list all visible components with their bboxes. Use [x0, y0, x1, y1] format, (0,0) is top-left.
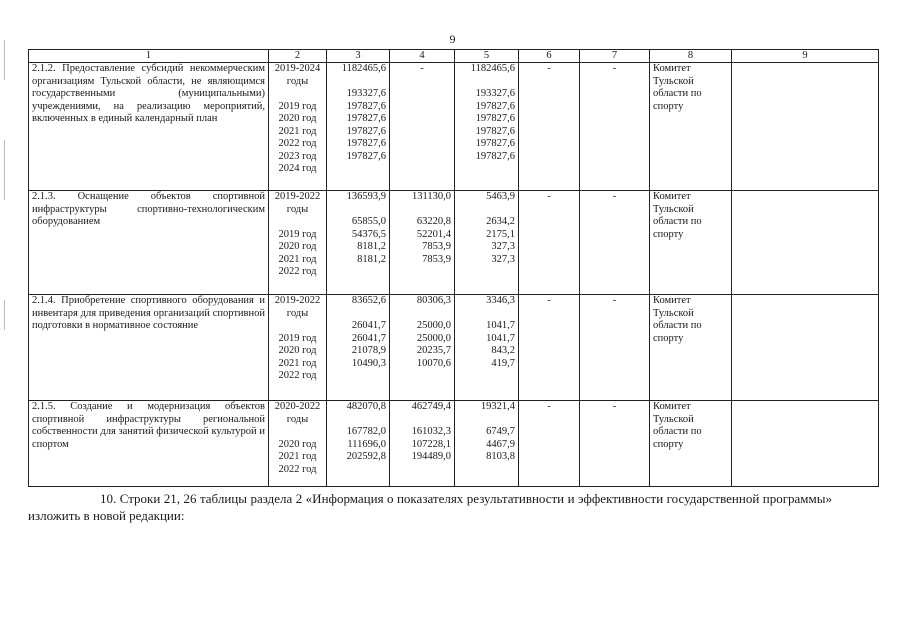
regional-amount-year: 197827,6 [475, 125, 515, 137]
page-number: 9 [449, 32, 456, 46]
total-amount-year: 193327,6 [346, 88, 386, 99]
year-label: 2020 год [278, 345, 317, 356]
col9-empty [732, 63, 879, 191]
regional-amount-year: 1041,7 [486, 320, 515, 331]
regional-amount-cell [455, 191, 519, 295]
col7-value: - [580, 191, 650, 295]
year-label: 2021 год [278, 451, 317, 462]
measure-description: 2.1.2. Предоставление субсидий некоммерческим организациям Тульской области, не являющимся государственными (муниципальными) учреждениями, на реализацию мероприятий, включенных в единый календарный план [29, 63, 269, 191]
regional-amount-cell [455, 63, 519, 191]
regional-amount-year: 327,3 [491, 253, 515, 265]
federal-amount-year: 10070,6 [416, 357, 451, 369]
regional-amount-year: 2175,1 [486, 228, 515, 240]
header-col-7: 7 [580, 50, 650, 63]
federal-amount-year [393, 138, 451, 151]
year-label: 2020 год [278, 438, 317, 450]
year-label: 2021 год [278, 357, 317, 369]
total-amount-year: 197827,6 [346, 150, 386, 162]
regional-amount-year: 197827,6 [475, 138, 515, 149]
year-label: 2021 год [278, 125, 317, 137]
federal-amount-year: 107228,1 [411, 438, 451, 450]
federal-amount-year: 7853,9 [422, 241, 451, 252]
federal-amount-year [393, 151, 451, 164]
federal-amount-year: 63220,8 [416, 216, 451, 227]
federal-amount-year [393, 126, 451, 139]
period-unit: годы [286, 75, 309, 87]
executor-name: Комитет Тульской области по спорту [650, 401, 732, 487]
federal-amount-year [393, 113, 451, 126]
federal-amount-year: 25000,0 [416, 332, 451, 344]
total-amount-year: 111696,0 [347, 438, 386, 450]
regional-amount-year: 327,3 [491, 241, 515, 252]
total-amount-total: 83652,6 [351, 295, 386, 306]
program-table [28, 49, 879, 487]
total-amount-year: 8181,2 [357, 253, 386, 265]
federal-amount-year: 7853,9 [422, 253, 451, 265]
executor-name: Комитет Тульской области по спорту [650, 63, 732, 191]
period-cell [269, 295, 327, 401]
total-amount-year: 54376,5 [351, 228, 386, 240]
federal-amount-year: 20235,7 [416, 345, 451, 356]
executor-name: Комитет Тульской области по спорту [650, 295, 732, 401]
year-label: 2022 год [278, 370, 317, 381]
period-cell [269, 63, 327, 191]
header-col-9: 9 [732, 50, 879, 63]
col6-value: - [519, 295, 580, 401]
federal-amount-total: 462749,4 [411, 401, 451, 412]
federal-amount-cell [390, 401, 455, 487]
table-row [29, 63, 879, 191]
col7-value: - [580, 295, 650, 401]
total-amount-total: 136593,9 [346, 191, 386, 202]
total-amount-year: 202592,8 [346, 451, 386, 462]
table-row [29, 295, 879, 401]
col9-empty [732, 191, 879, 295]
scan-margin-mark [4, 300, 5, 330]
col6-value: - [519, 63, 580, 191]
header-col-6: 6 [519, 50, 580, 63]
federal-amount-year: 25000,0 [416, 320, 451, 331]
total-amount-year: 197827,6 [346, 125, 386, 137]
regional-amount-cell [455, 401, 519, 487]
total-amount-year: 21078,9 [351, 345, 386, 356]
year-label: 2022 год [278, 266, 317, 277]
federal-amount-total: 131130,0 [412, 191, 451, 202]
measure-description: 2.1.5. Создание и модернизация объектов спортивной инфраструктуры региональной собственности для занятий физической культурой и спортом [29, 401, 269, 487]
total-amount-year: 26041,7 [351, 320, 386, 331]
federal-amount-year: 52201,4 [416, 228, 451, 240]
regional-amount-year: 8103,8 [486, 451, 515, 462]
total-amount-year: 197827,6 [346, 100, 386, 112]
year-label: 2021 год [278, 253, 317, 265]
federal-amount-cell [390, 191, 455, 295]
col9-empty [732, 295, 879, 401]
period-unit: годы [286, 203, 309, 215]
regional-amount-year: 1041,7 [486, 332, 515, 344]
regional-amount-cell [455, 295, 519, 401]
regional-amount-year: 419,7 [491, 357, 515, 369]
federal-amount-year: 194489,0 [411, 451, 451, 462]
measure-description: 2.1.3. Оснащение объектов спортивной инфраструктуры спортивно-технологическим оборудованием [29, 191, 269, 295]
total-amount-cell [327, 401, 390, 487]
year-label: 2019 год [278, 332, 317, 344]
header-col-3: 3 [327, 50, 390, 63]
regional-amount-year: 197827,6 [475, 100, 515, 112]
regional-amount-total: 3346,3 [486, 295, 515, 306]
federal-amount-year [393, 101, 451, 114]
regional-amount-year: 2634,2 [486, 216, 515, 227]
total-amount-cell [327, 295, 390, 401]
regional-amount-year: 193327,6 [475, 88, 515, 99]
total-amount-year: 197827,6 [346, 138, 386, 149]
total-amount-year: 167782,0 [346, 426, 386, 437]
year-label: 2023 год [278, 150, 317, 162]
federal-amount-cell [390, 63, 455, 191]
year-label: 2024 год [278, 163, 317, 174]
period-range: 2019-2022 [274, 295, 321, 306]
federal-amount-year: 161032,3 [411, 426, 451, 437]
total-amount-cell [327, 63, 390, 191]
total-amount-total: 1182465,6 [341, 63, 386, 74]
year-label: 2019 год [278, 228, 317, 240]
table-row [29, 401, 879, 487]
col6-value: - [519, 191, 580, 295]
regional-amount-year: 843,2 [491, 345, 515, 356]
scan-margin-mark [4, 40, 5, 80]
regional-amount-year: 4467,9 [486, 438, 515, 450]
regional-amount-total: 5463,9 [486, 191, 515, 202]
col7-value: - [580, 401, 650, 487]
total-amount-total: 482070,8 [346, 401, 386, 412]
total-amount-year: 10490,3 [351, 357, 386, 369]
col6-value: - [519, 401, 580, 487]
executor-name: Комитет Тульской области по спорту [650, 191, 732, 295]
regional-amount-total: 1182465,6 [470, 63, 515, 74]
period-range: 2020-2022 [274, 401, 321, 412]
total-amount-year: 65855,0 [351, 216, 386, 227]
federal-amount-total: - [420, 63, 424, 74]
regional-amount-total: 19321,4 [480, 401, 515, 412]
federal-amount-year [393, 88, 451, 101]
header-row [29, 50, 879, 63]
header-col-1: 1 [29, 50, 269, 63]
total-amount-cell [327, 191, 390, 295]
regional-amount-year: 6749,7 [486, 426, 515, 437]
header-col-5: 5 [455, 50, 519, 63]
measure-description: 2.1.4. Приобретение спортивного оборудования и инвентаря для приведения организаций спортивной подготовки в нормативное состояние [29, 295, 269, 401]
federal-amount-cell [390, 295, 455, 401]
regional-amount-year: 197827,6 [475, 150, 515, 162]
total-amount-year: 197827,6 [346, 113, 386, 124]
year-label: 2019 год [278, 100, 317, 112]
header-col-8: 8 [650, 50, 732, 63]
year-label: 2022 год [278, 463, 317, 475]
period-unit: годы [286, 307, 309, 319]
period-unit: годы [286, 413, 309, 425]
scan-margin-mark [4, 140, 5, 200]
table-row [29, 191, 879, 295]
period-range: 2019-2022 [274, 191, 321, 202]
period-cell [269, 191, 327, 295]
period-range: 2019-2024 [274, 63, 321, 74]
header-col-2: 2 [269, 50, 327, 63]
total-amount-year: 26041,7 [351, 332, 386, 344]
year-label: 2022 год [278, 138, 317, 149]
header-col-4: 4 [390, 50, 455, 63]
regional-amount-year: 197827,6 [475, 113, 515, 124]
col7-value: - [580, 63, 650, 191]
year-label: 2020 год [278, 241, 317, 252]
col9-empty [732, 401, 879, 487]
table-body [29, 63, 879, 487]
year-label: 2020 год [278, 113, 317, 124]
total-amount-year: 8181,2 [357, 241, 386, 252]
amendment-paragraph: 10. Строки 21, 26 таблицы раздела 2 «Информация о показателях результативности и эффективности государственной программы» изложить в новой редакции: [28, 491, 832, 523]
period-cell [269, 401, 327, 487]
federal-amount-total: 80306,3 [416, 295, 451, 306]
